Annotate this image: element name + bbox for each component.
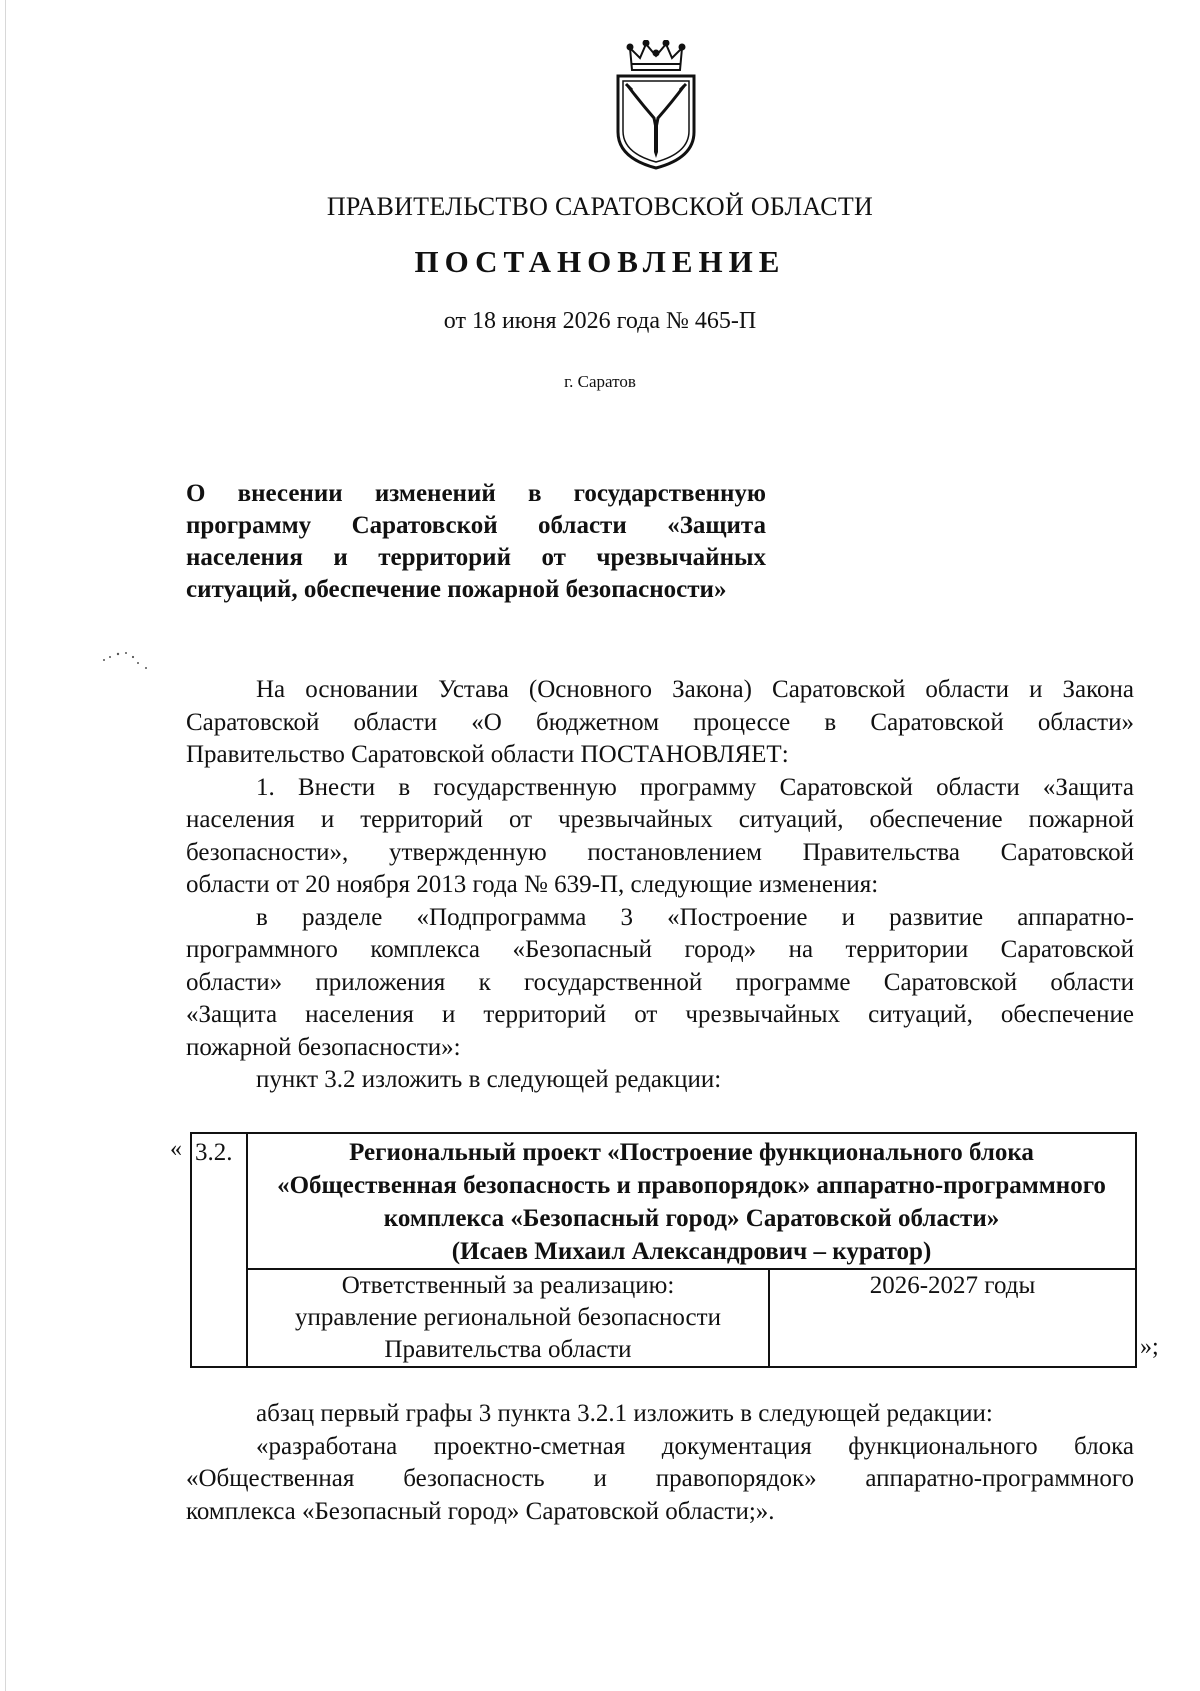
body-line: программного комплекса «Безопасный город» на территории Саратовской	[186, 936, 1134, 963]
subject-line: ситуаций, обеспечение пожарной безопасности»	[186, 576, 727, 603]
body-line: пожарной безопасности»:	[186, 1033, 461, 1061]
decree-city: г. Саратов	[564, 372, 636, 391]
amendment-paragraph	[186, 1398, 1134, 1528]
subject-line: населения и территорий от чрезвычайных	[186, 544, 766, 571]
body-line: населения и территорий от чрезвычайных ситуаций, обеспечение пожарной	[186, 806, 1134, 833]
body-line: Саратовской области «О бюджетном процессе в Саратовской области»	[186, 708, 1134, 736]
body-line: «Защита населения и территорий от чрезвычайных ситуаций, обеспечение	[186, 1001, 1134, 1028]
table-close-quote: »;	[1140, 1334, 1159, 1360]
amendment-table	[190, 1132, 1137, 1368]
decree-date-number: от 18 июня 2026 года № 465-П	[443, 308, 757, 334]
responsible-line: Правительства области	[384, 1336, 632, 1363]
responsible-cell	[247, 1269, 769, 1367]
subject-line: программу Саратовской области «Защита	[186, 512, 766, 539]
saratov-coat-of-arms-icon	[610, 40, 702, 170]
decree-subject	[186, 478, 766, 606]
responsible-line: управление региональной безопасности	[295, 1304, 721, 1331]
responsible-line: Ответственный за реализацию:	[341, 1272, 675, 1299]
project-curator-line: (Исаев Михаил Александрович – куратор)	[451, 1238, 932, 1265]
body-line: Правительство Саратовской области ПОСТАНОВЛЯЕТ:	[186, 741, 789, 768]
project-title-line: комплекса «Безопасный город» Саратовской области»	[383, 1205, 1000, 1232]
body-line: абзац первый графы 3 пункта 3.2.1 изложить в следующей редакции:	[256, 1400, 993, 1427]
implementation-years-cell: 2026-2027 годы	[769, 1269, 1136, 1367]
scan-speck-marks	[100, 648, 150, 670]
body-line: комплекса «Безопасный город» Саратовской области;».	[186, 1497, 775, 1525]
table-row	[191, 1269, 1136, 1367]
table-row	[191, 1133, 1136, 1269]
body-line: области» приложения к государственной программе Саратовской области	[186, 968, 1134, 996]
body-line: области от 20 ноября 2013 года № 639-П, следующие изменения:	[186, 871, 879, 898]
body-line: пункт 3.2 изложить в следующей редакции:	[256, 1066, 722, 1093]
project-title-line: Региональный проект «Построение функционального блока	[349, 1139, 1034, 1166]
table-open-quote: «	[170, 1136, 182, 1162]
decree-body	[186, 674, 1134, 1097]
body-line: «Общественная безопасность и правопорядок» аппаратно-программного	[186, 1465, 1134, 1492]
body-line: 1. Внести в государственную программу Саратовской области «Защита	[256, 773, 1134, 801]
body-line: в разделе «Подпрограмма 3 «Построение и развитие аппаратно-	[256, 903, 1134, 931]
body-line: На основании Устава (Основного Закона) Саратовской области и Закона	[256, 676, 1134, 703]
document-type-title: ПОСТАНОВЛЕНИЕ	[414, 244, 786, 279]
item-number: 3.2.	[191, 1133, 247, 1367]
project-title-cell	[247, 1133, 1136, 1269]
government-name: ПРАВИТЕЛЬСТВО САРАТОВСКОЙ ОБЛАСТИ	[326, 192, 874, 221]
project-title-line: «Общественная безопасность и правопорядок» аппаратно-программного	[277, 1172, 1106, 1199]
body-line: «разработана проектно-сметная документация функционального блока	[256, 1432, 1134, 1460]
body-line: безопасности», утвержденную постановлением Правительства Саратовской	[186, 838, 1134, 866]
subject-line: О внесении изменений в государственную	[186, 480, 766, 507]
